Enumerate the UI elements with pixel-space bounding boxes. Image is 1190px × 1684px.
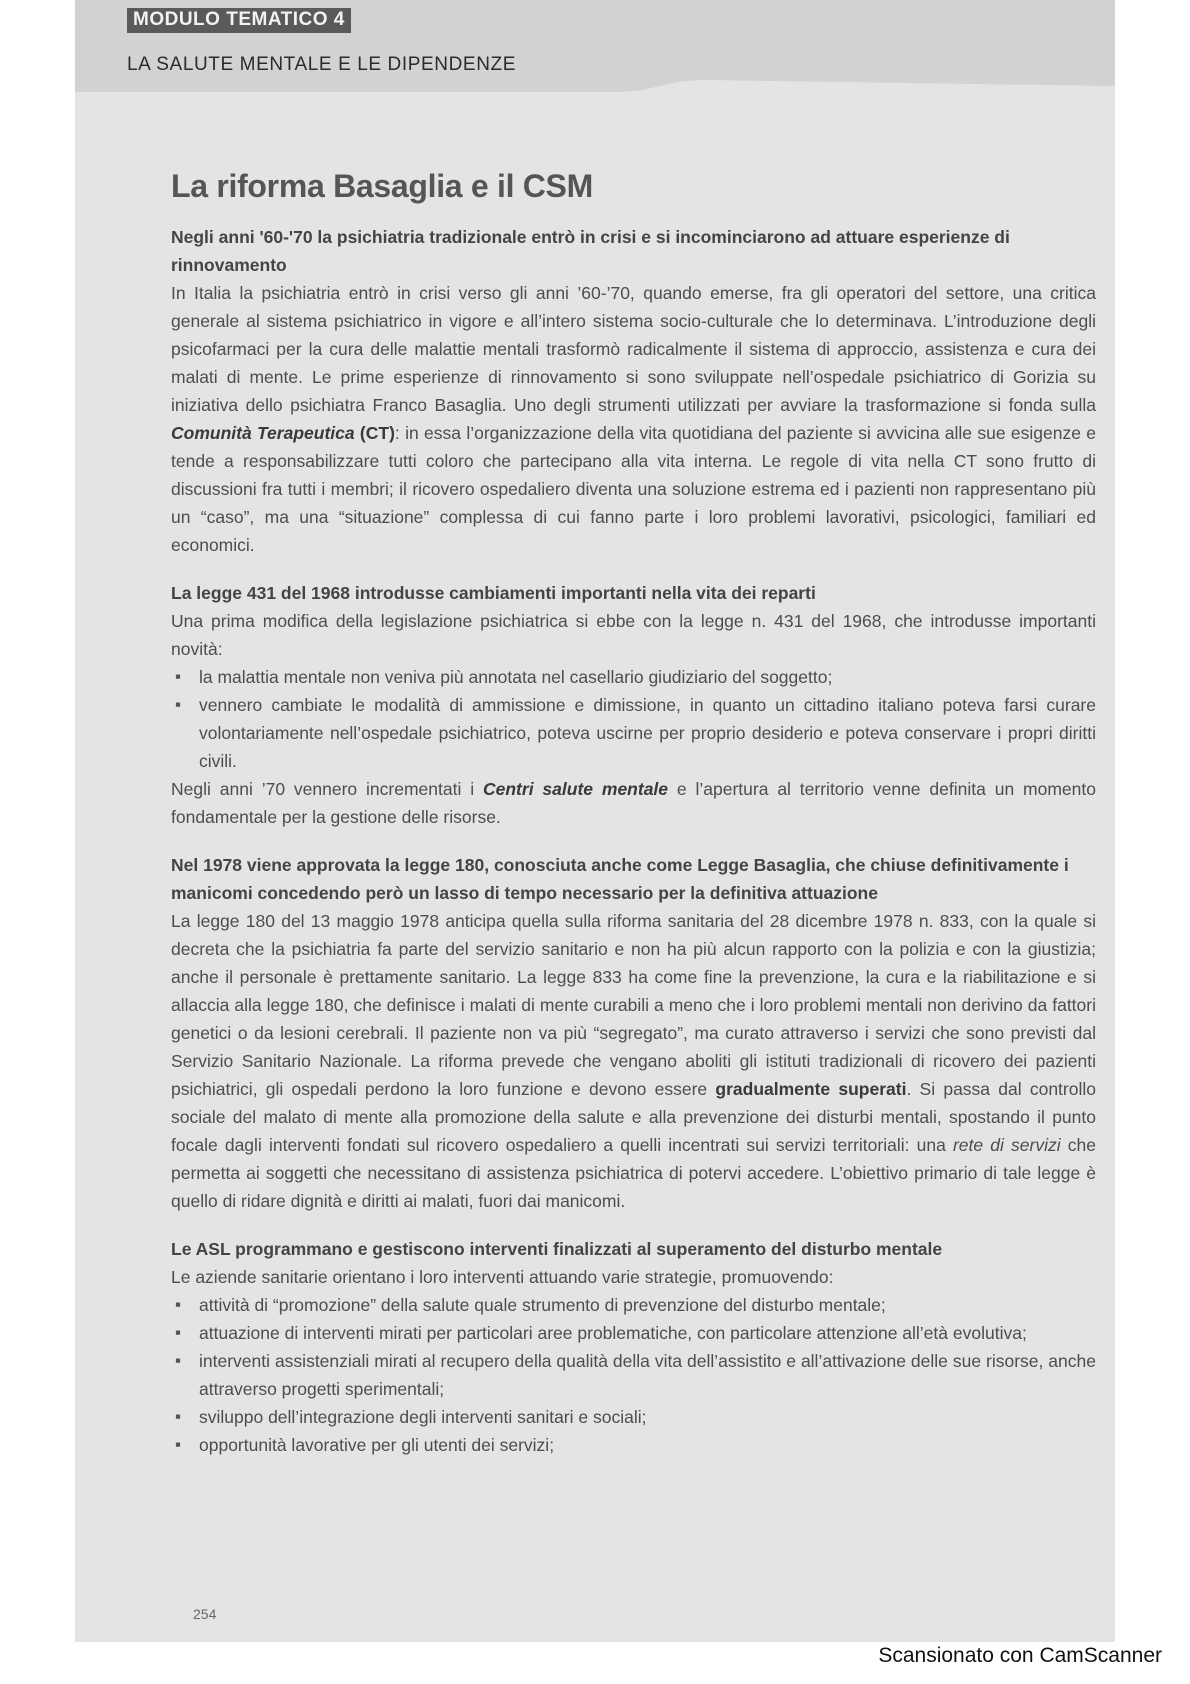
section-4-intro: Le aziende sanitarie orientano i loro interventi attuando varie strategie, promuovendo: [171,1267,834,1287]
header-curve [595,0,1115,92]
bullet-icon: ▪ [175,1295,182,1314]
bullet-icon: ▪ [175,1351,182,1370]
section-2-intro: Una prima modifica della legislazione psichiatrica si ebbe con la legge n. 431 del 1968, che introdusse importanti novità: [171,611,1096,659]
section-1-heading: Negli anni '60-'70 la psichiatria tradizionale entrò in crisi e si incominciarono ad attuare esperienze di rinnovamento [171,227,1010,275]
s2-emphasis-csm: Centri salute mentale [483,779,669,799]
bullet-icon: ▪ [175,667,182,686]
s3-italic: rete di servizi [952,1135,1061,1155]
page-number: 254 [193,1606,217,1622]
section-3-heading: Nel 1978 viene approvata la legge 180, conosciuta anche come Legge Basaglia, che chiuse definitivamente i manicomi concedendo però un lasso di tempo necessario per la definitiva attuazione [171,855,1069,903]
list-item: ▪ opportunità lavorative per gli utenti dei servizi; [171,1431,1096,1459]
section-4-heading: Le ASL programmano e gestiscono interventi finalizzati al superamento del disturbo mentale [171,1239,943,1259]
module-badge: MODULO TEMATICO 4 [127,8,351,33]
section-2-list [171,663,1096,775]
section-3-paragraph: La legge 180 del 13 maggio 1978 anticipa quella sulla riforma sanitaria del 28 dicembre 1978 n. 833, con la quale si decreta che la psichiatria fa parte del servizio sanitario e non ha più alcun rapporto con la polizia e con la giustizia; anche il personale è prettamente sanitario. La legge 833 ha come fine la prevenzione, la cura e la riabilitazione e si allaccia alla legge 180, che definisce i malati di mente curabili a meno che i loro problemi mentali non derivino da fattori genetici o da lesioni cerebrali. Il paziente non va più “segregato”, ma curato attraverso i servizi che sono previsti dal Servizio Sanitario Nazionale. La riforma prevede che vengano aboliti gli istituti tradizionali di ricovero dei pazienti psichiatrici, gli ospedali perdono la loro funzione e devono essere gradualmente superati. Si passa dal controllo sociale del malato di mente alla promozione della salute e alla prevenzione dei disturbi mentali, spostando il punto focale dagli interventi fondati sul ricovero ospedaliero a quelli incentrati sui servizi territoriali: una rete di servizi che permetta ai soggetti che necessitano di assistenza psichiatrica di potervi accedere. L’obiettivo primario di tale legge è quello di ridare dignità e diritti ai malati, fuori dai manicomi. [171,911,1097,1211]
list-item: ▪ attività di “promozione” della salute quale strumento di prevenzione del disturbo mentale; [171,1291,1096,1319]
module-subtitle: LA SALUTE MENTALE E LE DIPENDENZE [127,54,517,75]
page-content [171,168,1096,1459]
list-item: ▪ attuazione di interventi mirati per particolari aree problematiche, con particolare attenzione all’età evolutiva; [171,1319,1096,1347]
section-2-outro: Negli anni ’70 vennero incrementati i Centri salute mentale e l’apertura al territorio venne definita un momento fondamentale per la gestione delle risorse. [171,779,1096,827]
list-item: ▪ la malattia mentale non veniva più annotata nel casellario giudiziario del soggetto; [171,663,1096,691]
bullet-icon: ▪ [175,1323,182,1342]
page-title: La riforma Basaglia e il CSM [171,168,593,204]
bullet-icon: ▪ [175,695,182,714]
list-item: ▪ vennero cambiate le modalità di ammissione e dimissione, in quanto un cittadino italiano poteva farsi curare volontariamente nell’ospedale psichiatrico, poteva uscirne per proprio desiderio e poteva conservare i propri diritti civili. [171,691,1096,775]
section-1-paragraph [171,279,1096,559]
scanner-watermark: Scansionato con CamScanner [878,1644,1162,1667]
section-4-list [171,1291,1096,1459]
book-page [75,0,1115,1642]
bullet-icon: ▪ [175,1435,182,1454]
list-item: ▪ sviluppo dell’integrazione degli interventi sanitari e sociali; [171,1403,1096,1431]
bullet-icon: ▪ [175,1407,182,1426]
section-2-heading: La legge 431 del 1968 introdusse cambiamenti importanti nella vita dei reparti [171,583,816,603]
list-item: ▪ interventi assistenziali mirati al recupero della qualità della vita dell’assistito e all’attivazione delle sue risorse, anche attraverso progetti sperimentali; [171,1347,1096,1403]
s1-text-a: In Italia la psichiatria entrò in crisi verso gli anni ’60-’70, quando emerse, fra gli operatori del settore, una critica generale al sistema psichiatrico in vigore e all’intero sistema socio-culturale che lo determinava. L’introduzione degli psicofarmaci per la cura delle malattie mentali trasformò radicalmente il sistema di approccio, assistenza e cura dei malati di mente. Le prime esperienze di rinnovamento si sono sviluppate nell’ospedale psichiatrico di Gorizia su iniziativa dello psichiatra Franco Basaglia. Uno degli strumenti utilizzati per avviare la trasformazione si fonda sulla [171,283,1096,415]
s1-text-b: : in essa l’organizzazione della vita quotidiana del paziente si avvicina alle sue esigenze e tende a responsabilizzare tutti coloro che partecipano alla vita interna. Le regole di vita nella CT sono frutto di discussioni fra tutti i membri; il ricovero ospedaliero diventa una soluzione estrema ed i pazienti non rappresentano più un “caso”, ma una “situazione” complessa di cui fanno parte i loro problemi lavorativi, psicologici, familiari ed economici. [171,423,1096,555]
s1-emphasis-ct: Comunità Terapeutica [171,423,355,443]
s1-ct-abbrev: (CT) [354,423,395,443]
s3-strong: gradualmente superati [715,1079,907,1099]
